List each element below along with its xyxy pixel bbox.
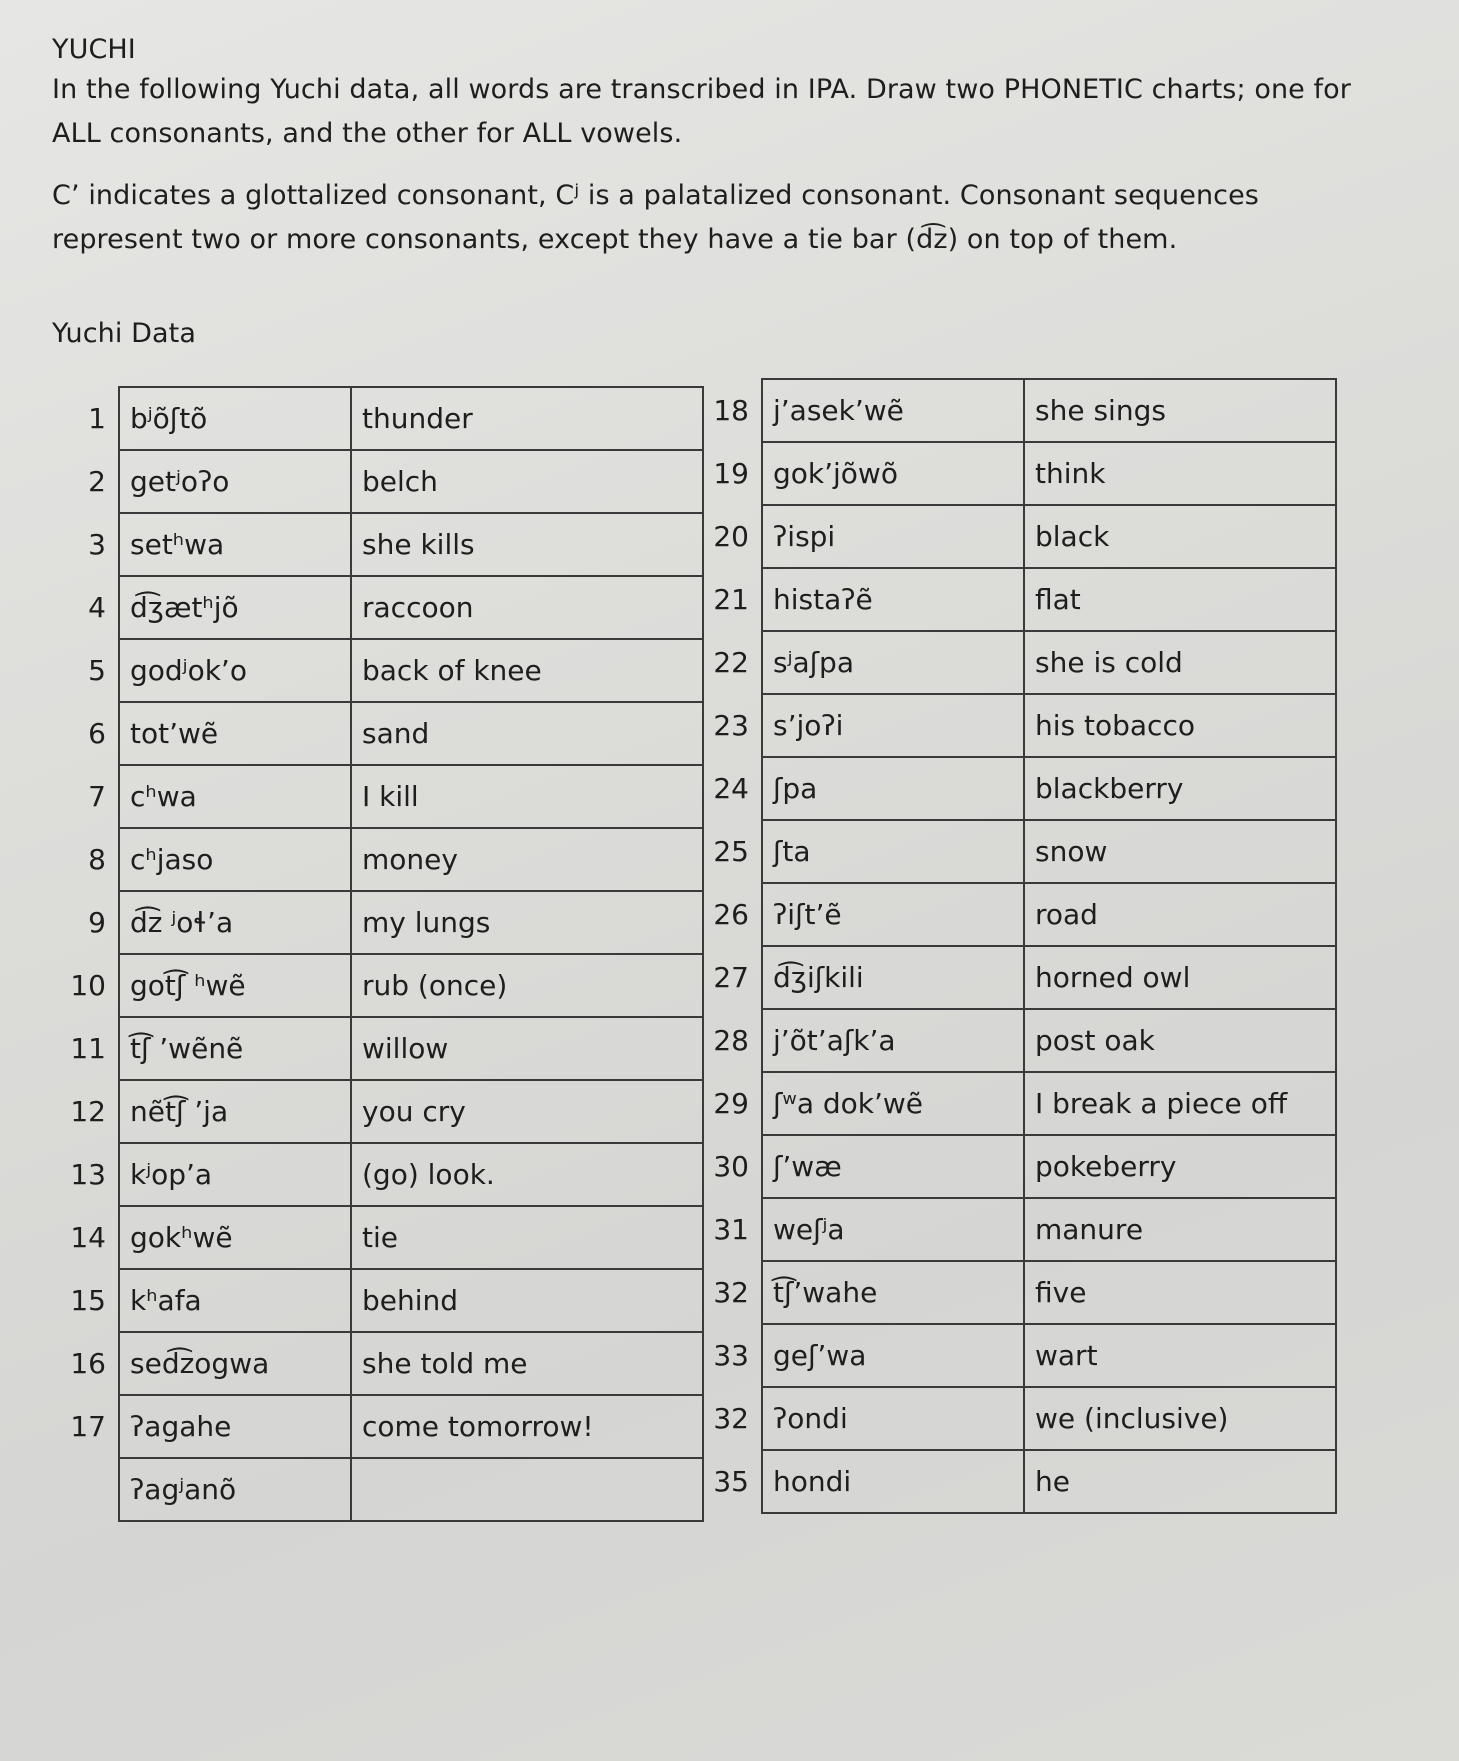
table-row	[56, 828, 703, 891]
table-row	[705, 1072, 1336, 1135]
english-gloss: she told me	[351, 1332, 703, 1395]
english-gloss: manure	[1024, 1198, 1336, 1261]
table-row	[56, 1269, 703, 1332]
table-row	[56, 450, 703, 513]
yuchi-word: ʃpa	[762, 757, 1024, 820]
english-gloss: behind	[351, 1269, 703, 1332]
english-gloss: money	[351, 828, 703, 891]
table-row	[705, 1135, 1336, 1198]
yuchi-word: weʃʲa	[762, 1198, 1024, 1261]
table-row	[56, 639, 703, 702]
yuchi-word: cʰwa	[119, 765, 351, 828]
table-row	[705, 1450, 1336, 1513]
yuchi-word: ʔondi	[762, 1387, 1024, 1450]
row-number: 20	[713, 520, 749, 553]
row-number: 13	[70, 1158, 106, 1191]
english-gloss: rub (once)	[351, 954, 703, 1017]
yuchi-word: bʲõʃtõ	[119, 387, 351, 450]
table-row	[56, 954, 703, 1017]
row-number: 28	[713, 1024, 749, 1057]
row-number: 25	[713, 835, 749, 868]
yuchi-word: kʰafa	[119, 1269, 351, 1332]
row-number: 9	[88, 906, 106, 939]
row-number: 15	[70, 1284, 106, 1317]
row-number: 8	[88, 843, 106, 876]
table-row	[56, 702, 703, 765]
yuchi-word: kʲop’a	[119, 1143, 351, 1206]
english-gloss: I kill	[351, 765, 703, 828]
row-number: 31	[713, 1213, 749, 1246]
table-row	[705, 1324, 1336, 1387]
table-row	[705, 1009, 1336, 1072]
notation-notes-paragraph: C’ indicates a glottalized consonant, Cʲ is a palatalized consonant. Consonant sequences represent two or more consonants, except they have a tie bar (d͡z) on top of them.	[52, 180, 1259, 255]
data-section-label: Yuchi Data	[52, 318, 197, 349]
english-gloss: sand	[351, 702, 703, 765]
yuchi-word: ʃ’wæ	[762, 1135, 1024, 1198]
english-gloss: wart	[1024, 1324, 1336, 1387]
english-gloss: he	[1024, 1450, 1336, 1513]
english-gloss: snow	[1024, 820, 1336, 883]
yuchi-word: t͡ʃ ’wẽnẽ	[119, 1017, 351, 1080]
english-gloss: five	[1024, 1261, 1336, 1324]
row-number: 22	[713, 646, 749, 679]
table-row	[705, 883, 1336, 946]
table-row	[56, 891, 703, 954]
yuchi-word: ʔispi	[762, 505, 1024, 568]
table-row	[705, 505, 1336, 568]
row-number: 18	[713, 394, 749, 427]
row-number: 14	[70, 1221, 106, 1254]
row-number	[56, 1458, 119, 1521]
yuchi-word: sʲaʃpa	[762, 631, 1024, 694]
table-row	[56, 1332, 703, 1395]
row-number: 19	[713, 457, 749, 490]
table-row	[56, 1206, 703, 1269]
row-number: 10	[70, 969, 106, 1002]
english-gloss: blackberry	[1024, 757, 1336, 820]
yuchi-word: ʃʷa dok’wẽ	[762, 1072, 1024, 1135]
table-row	[56, 1143, 703, 1206]
yuchi-word: setʰwa	[119, 513, 351, 576]
yuchi-word: got͡ʃ ʰwẽ	[119, 954, 351, 1017]
row-number: 5	[88, 654, 106, 687]
english-gloss: she is cold	[1024, 631, 1336, 694]
row-number: 12	[70, 1095, 106, 1128]
english-gloss: raccoon	[351, 576, 703, 639]
row-number: 23	[713, 709, 749, 742]
table-row	[705, 1387, 1336, 1450]
english-gloss: road	[1024, 883, 1336, 946]
row-number: 32	[713, 1402, 749, 1435]
english-gloss: think	[1024, 442, 1336, 505]
yuchi-word: j’asek’wẽ	[762, 379, 1024, 442]
table-row	[56, 1080, 703, 1143]
table-row	[705, 442, 1336, 505]
english-gloss: belch	[351, 450, 703, 513]
row-number: 16	[70, 1347, 106, 1380]
yuchi-word: cʰjaso	[119, 828, 351, 891]
data-table-right	[705, 378, 1337, 1514]
row-number: 30	[713, 1150, 749, 1183]
english-gloss: post oak	[1024, 1009, 1336, 1072]
english-gloss: she kills	[351, 513, 703, 576]
table-row	[705, 568, 1336, 631]
yuchi-word: ʔiʃt’ẽ	[762, 883, 1024, 946]
table-row	[56, 1017, 703, 1080]
table-row	[705, 631, 1336, 694]
table-row	[705, 820, 1336, 883]
english-gloss: willow	[351, 1017, 703, 1080]
row-number: 21	[713, 583, 749, 616]
english-gloss: flat	[1024, 568, 1336, 631]
row-number: 35	[713, 1465, 749, 1498]
row-number: 1	[88, 402, 106, 435]
english-gloss: black	[1024, 505, 1336, 568]
english-gloss: come tomorrow!	[351, 1395, 703, 1458]
row-number: 17	[70, 1410, 106, 1443]
yuchi-word: sed͡zogwa	[119, 1332, 351, 1395]
row-number: 4	[88, 591, 106, 624]
yuchi-word: ʃta	[762, 820, 1024, 883]
english-gloss: pokeberry	[1024, 1135, 1336, 1198]
table-row	[56, 387, 703, 450]
english-gloss: his tobacco	[1024, 694, 1336, 757]
yuchi-word: godʲok’o	[119, 639, 351, 702]
english-gloss: we (inclusive)	[1024, 1387, 1336, 1450]
english-gloss: my lungs	[351, 891, 703, 954]
row-number: 3	[88, 528, 106, 561]
table-row	[705, 1261, 1336, 1324]
english-gloss: tie	[351, 1206, 703, 1269]
yuchi-word: getʲoʔo	[119, 450, 351, 513]
english-gloss: she sings	[1024, 379, 1336, 442]
yuchi-word: hondi	[762, 1450, 1024, 1513]
row-number: 24	[713, 772, 749, 805]
data-table-left	[56, 386, 704, 1522]
row-number: 11	[70, 1032, 106, 1065]
yuchi-word: gok’jõwõ	[762, 442, 1024, 505]
yuchi-word: d͡ʒætʰjõ	[119, 576, 351, 639]
yuchi-word: d͡z ʲoɬ’a	[119, 891, 351, 954]
table-row	[705, 379, 1336, 442]
table-row	[705, 757, 1336, 820]
row-number: 2	[88, 465, 106, 498]
row-number: 32	[713, 1276, 749, 1309]
yuchi-word: ʔagahe	[119, 1395, 351, 1458]
english-gloss: I break a piece off	[1024, 1072, 1336, 1135]
english-gloss: you cry	[351, 1080, 703, 1143]
instructions-paragraph: In the following Yuchi data, all words are transcribed in IPA. Draw two PHONETIC charts; one for ALL consonants, and the other for ALL vowels.	[52, 74, 1351, 149]
yuchi-word: j’õt’aʃk’a	[762, 1009, 1024, 1072]
table-row	[56, 1458, 703, 1521]
yuchi-word: ʔagʲanõ	[119, 1458, 351, 1521]
row-number: 33	[713, 1339, 749, 1372]
row-number: 7	[88, 780, 106, 813]
yuchi-word: s’joʔi	[762, 694, 1024, 757]
english-gloss: horned owl	[1024, 946, 1336, 1009]
english-gloss: back of knee	[351, 639, 703, 702]
table-row	[705, 1198, 1336, 1261]
yuchi-word: geʃ’wa	[762, 1324, 1024, 1387]
row-number: 26	[713, 898, 749, 931]
yuchi-word: tot’wẽ	[119, 702, 351, 765]
english-gloss: thunder	[351, 387, 703, 450]
yuchi-word: histaʔẽ	[762, 568, 1024, 631]
table-row	[705, 946, 1336, 1009]
yuchi-word: nẽt͡ʃ ’ja	[119, 1080, 351, 1143]
yuchi-word: d͡ʒiʃkili	[762, 946, 1024, 1009]
document-title: YUCHI	[52, 34, 136, 65]
table-row	[56, 513, 703, 576]
table-row	[56, 576, 703, 639]
yuchi-word: gokʰwẽ	[119, 1206, 351, 1269]
row-number: 29	[713, 1087, 749, 1120]
english-gloss	[351, 1458, 703, 1521]
table-row	[56, 765, 703, 828]
yuchi-word: t͡ʃ’wahe	[762, 1261, 1024, 1324]
row-number: 6	[88, 717, 106, 750]
english-gloss: (go) look.	[351, 1143, 703, 1206]
table-row	[705, 694, 1336, 757]
table-row	[56, 1395, 703, 1458]
row-number: 27	[713, 961, 749, 994]
